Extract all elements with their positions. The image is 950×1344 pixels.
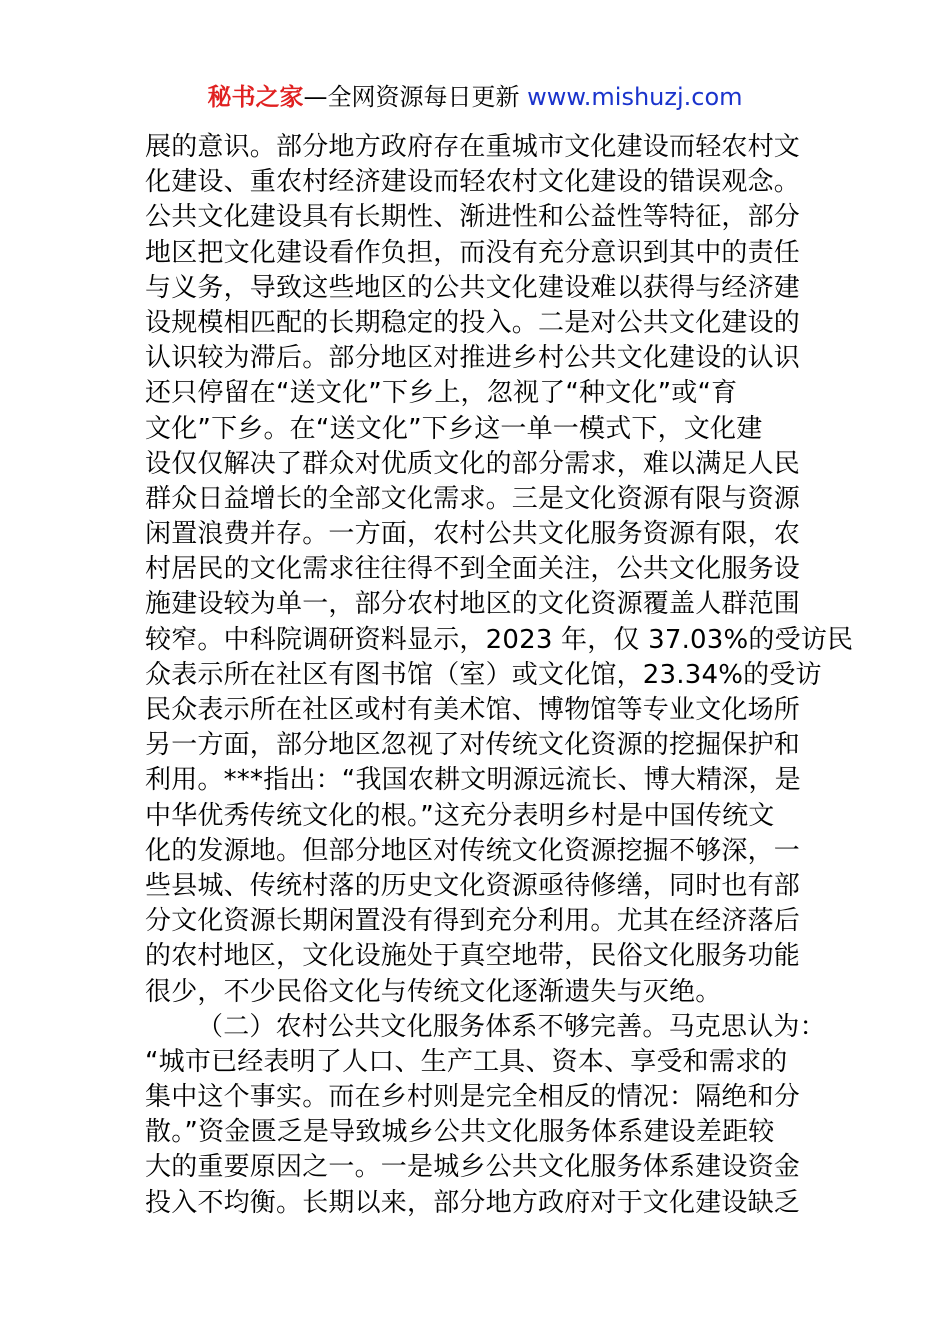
text-line: 中华优秀传统文化的根。”这充分表明乡村是中国传统文 <box>145 800 775 831</box>
site-url-link[interactable]: www.mishuzj.com <box>527 83 743 111</box>
text-line: 闲置浪费并存。一方面，农村公共文化服务资源有限，农 <box>145 519 801 550</box>
text-line: 的农村地区，文化设施处于真空地带，民俗文化服务功能 <box>145 941 801 972</box>
site-tagline: —全网资源每日更新 <box>303 83 528 111</box>
site-header <box>0 80 950 114</box>
section-heading-line: （二）农村公共文化服务体系不够完善。马克思认为： <box>197 1011 826 1042</box>
text-line: 众表示所在社区有图书馆（室）或文化馆，23.34%的受访 <box>145 659 822 690</box>
text-line: 村居民的文化需求往往得不到全面关注，公共文化服务设 <box>145 554 801 585</box>
text-line: 利用。***指出：“我国农耕文明源远流长、博大精深，是 <box>145 765 801 796</box>
text-line: “城市已经表明了人口、生产工具、资本、享受和需求的 <box>145 1046 788 1077</box>
text-line: 化的发源地。但部分地区对传统文化资源挖掘不够深，一 <box>145 835 801 866</box>
text-line: 群众日益增长的全部文化需求。三是文化资源有限与资源 <box>145 483 801 514</box>
text-line: 很少，不少民俗文化与传统文化逐渐遗失与灭绝。 <box>145 976 722 1007</box>
text-line: 化建设、重农村经济建设而轻农村文化建设的错误观念。 <box>145 167 801 198</box>
text-line: 分文化资源长期闲置没有得到充分利用。尤其在经济落后 <box>145 906 801 937</box>
text-line: 施建设较为单一，部分农村地区的文化资源覆盖人群范围 <box>145 589 801 620</box>
text-line: 设仅仅解决了群众对优质文化的部分需求，难以满足人民 <box>145 448 801 479</box>
text-line: 还只停留在“送文化”下乡上，忽视了“种文化”或“育 <box>145 378 738 409</box>
text-line: 另一方面，部分地区忽视了对传统文化资源的挖掘保护和 <box>145 730 801 761</box>
text-line: 散。”资金匮乏是导致城乡公共文化服务体系建设差距较 <box>145 1117 775 1148</box>
text-line: 设规模相匹配的长期稳定的投入。二是对公共文化建设的 <box>145 307 801 338</box>
text-line: 认识较为滞后。部分地区对推进乡村公共文化建设的认识 <box>145 343 801 374</box>
text-line: 公共文化建设具有长期性、渐进性和公益性等特征，部分 <box>145 202 801 233</box>
text-line: 地区把文化建设看作负担，而没有充分意识到其中的责任 <box>145 237 801 268</box>
site-brand: 秘书之家 <box>207 83 304 111</box>
document-body <box>145 130 854 1221</box>
text-line: 文化”下乡。在“送文化”下乡这一单一模式下，文化建 <box>145 413 763 444</box>
text-line: 些县城、传统村落的历史文化资源亟待修缮，同时也有部 <box>145 870 801 901</box>
text-line: 集中这个事实。而在乡村则是完全相反的情况：隔绝和分 <box>145 1082 801 1113</box>
text-line: 与义务，导致这些地区的公共文化建设难以获得与经济建 <box>145 272 801 303</box>
text-line: 投入不均衡。长期以来，部分地方政府对于文化建设缺乏 <box>145 1187 801 1218</box>
text-line: 展的意识。部分地方政府存在重城市文化建设而轻农村文 <box>145 132 801 162</box>
text-line: 大的重要原因之一。一是城乡公共文化服务体系建设资金 <box>145 1152 801 1183</box>
text-line: 较窄。中科院调研资料显示，2023 年，仅 37.03%的受访民 <box>145 624 854 655</box>
text-line: 民众表示所在社区或村有美术馆、博物馆等专业文化场所 <box>145 695 801 725</box>
